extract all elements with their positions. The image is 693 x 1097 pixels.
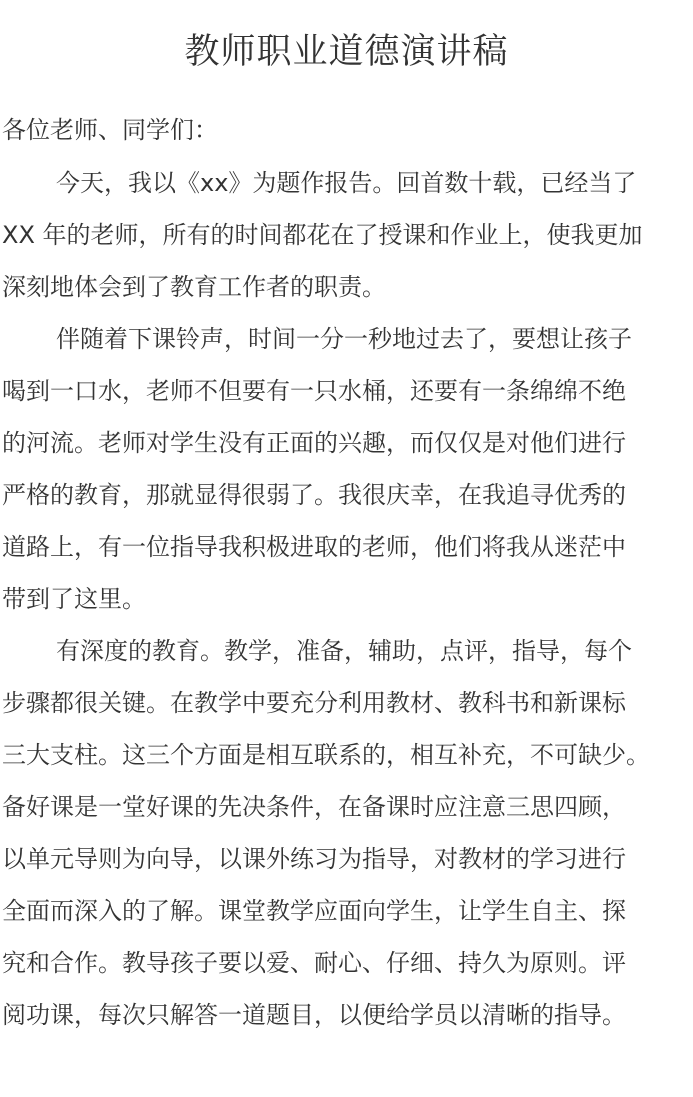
paragraph-line: 严格的教育，那就显得很弱了。我很庆幸，在我追寻优秀的 bbox=[2, 481, 626, 509]
paragraph-line: 以单元导则为向导，以课外练习为指导，对教材的学习进行 bbox=[2, 845, 626, 873]
paragraph-line: 今天，我以《xx》为题作报告。回首数十载，已经当了 bbox=[56, 169, 637, 197]
document-title: 教师职业道德演讲稿 bbox=[184, 32, 509, 72]
paragraph-line: 的河流。老师对学生没有正面的兴趣，而仅仅是对他们进行 bbox=[2, 429, 626, 457]
paragraph-line: 道路上，有一位指导我积极进取的老师，他们将我从迷茫中 bbox=[2, 533, 626, 561]
paragraph-line: 全面而深入的了解。课堂教学应面向学生，让学生自主、探 bbox=[2, 897, 626, 925]
paragraph-line: 三大支柱。这三个方面是相互联系的，相互补充，不可缺少。 bbox=[2, 741, 650, 769]
paragraph-line: 步骤都很关键。在教学中要充分利用教材、教科书和新课标 bbox=[2, 689, 626, 717]
paragraph-line: 深刻地体会到了教育工作者的职责。 bbox=[2, 273, 386, 301]
paragraph-line: XX 年的老师，所有的时间都花在了授课和作业上，使我更加 bbox=[2, 221, 643, 249]
salutation-line: 各位老师、同学们： bbox=[2, 116, 218, 144]
paragraph-line: 阅功课，每次只解答一道题目，以便给学员以清晰的指导。 bbox=[2, 1001, 626, 1029]
paragraph-line: 备好课是一堂好课的先决条件，在备课时应注意三思四顾， bbox=[2, 793, 626, 821]
paragraph-line: 伴随着下课铃声，时间一分一秒地过去了，要想让孩子 bbox=[56, 325, 632, 353]
paragraph-line: 究和合作。教导孩子要以爱、耐心、仔细、持久为原则。评 bbox=[2, 949, 626, 977]
paragraph-line: 带到了这里。 bbox=[2, 585, 146, 613]
paragraph-line: 喝到一口水，老师不但要有一只水桶，还要有一条绵绵不绝 bbox=[2, 377, 626, 405]
paragraph-line: 有深度的教育。教学，准备，辅助，点评，指导，每个 bbox=[56, 637, 632, 665]
